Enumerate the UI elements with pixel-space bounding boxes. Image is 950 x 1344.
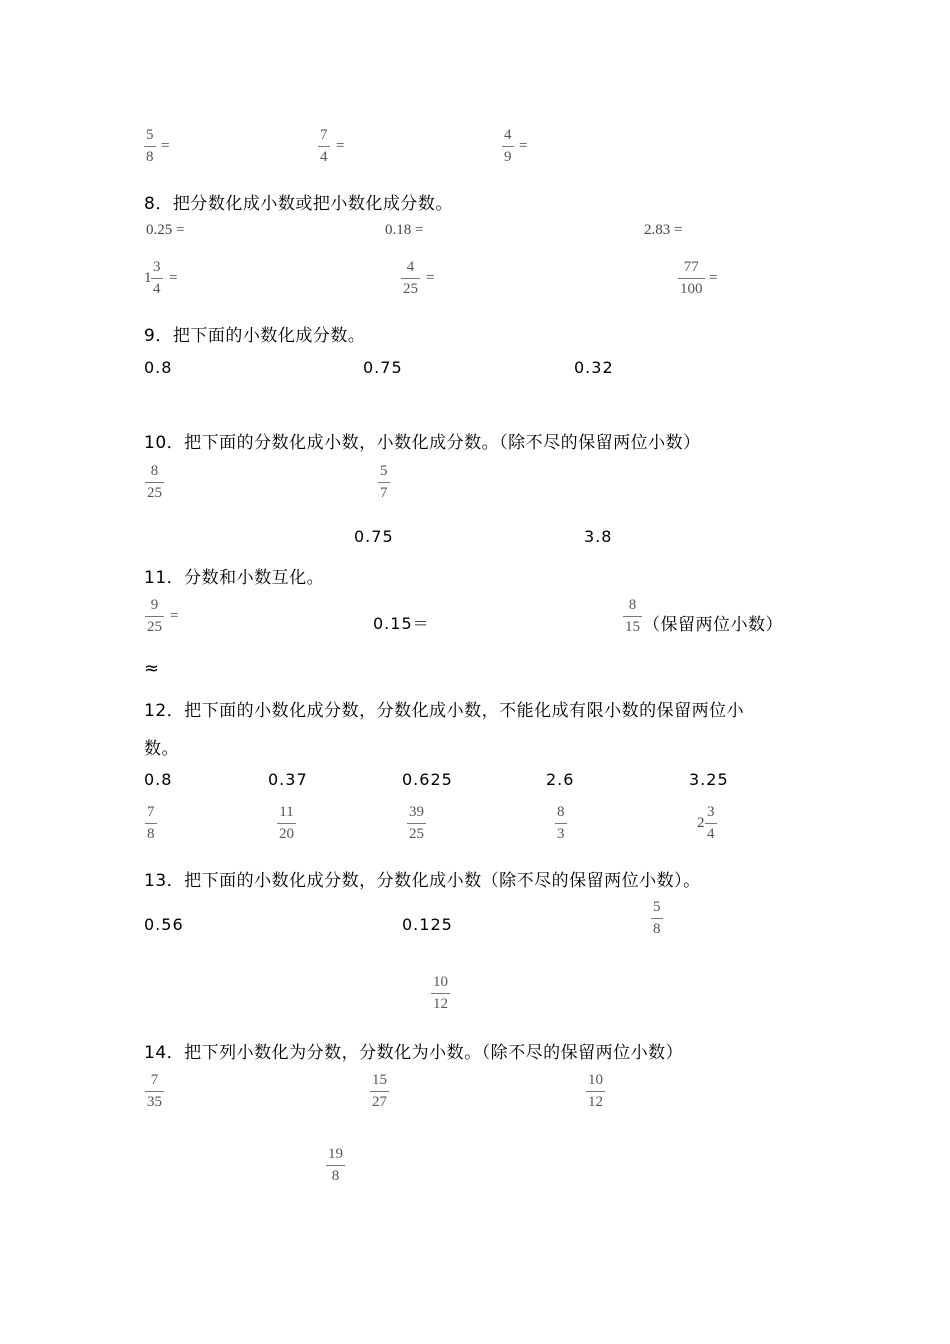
- decimal-value: 0.8: [144, 770, 173, 789]
- denominator: 12: [433, 996, 448, 1012]
- denominator: 25: [403, 281, 418, 297]
- decimal-value: 0.56: [144, 915, 184, 934]
- numerator: 8: [557, 804, 565, 820]
- fraction: [145, 805, 157, 842]
- decimal-value: 0.75: [363, 358, 403, 377]
- fraction: [623, 598, 642, 635]
- decimal-value: 0.125: [402, 915, 453, 934]
- fraction: [145, 1073, 164, 1110]
- numerator: 5: [653, 899, 661, 915]
- question-12-title-line1: 12．把下面的小数化成分数，分数化成小数，不能化成有限小数的保留两位小: [144, 701, 745, 721]
- fraction: [586, 1073, 605, 1110]
- numerator: 5: [380, 463, 388, 479]
- equals-sign: =: [161, 138, 170, 154]
- decimal-value: 3.8: [584, 527, 613, 546]
- numerator: 7: [150, 1072, 159, 1088]
- fraction: [502, 128, 514, 165]
- numerator: 3: [707, 804, 715, 820]
- equals-sign: =: [169, 270, 178, 286]
- fraction: [705, 805, 717, 842]
- equals-sign: =: [519, 138, 528, 154]
- numerator: 19: [328, 1146, 343, 1162]
- denominator: 35: [147, 1094, 162, 1110]
- question-13-title: 13．把下面的小数化成分数，分数化成小数（除不尽的保留两位小数）。: [144, 871, 701, 891]
- numerator: 77: [683, 259, 699, 275]
- denominator: 25: [409, 826, 424, 842]
- denominator: 8: [331, 1168, 340, 1184]
- denominator: 15: [625, 619, 640, 635]
- numerator: 10: [588, 1072, 603, 1088]
- fraction: [401, 260, 420, 297]
- fraction: [145, 464, 164, 501]
- fraction: [407, 805, 426, 842]
- denominator: 4: [320, 149, 328, 165]
- question-11-title: 11．分数和小数互化。: [144, 568, 325, 588]
- decimal-value: 2.83 =: [644, 222, 683, 238]
- decimal-value: 2.6: [546, 770, 575, 789]
- denominator: 8: [147, 826, 155, 842]
- question-10-title: 10．把下面的分数化成小数，小数化成分数。（除不尽的保留两位小数）: [144, 433, 701, 453]
- numerator: 5: [146, 127, 154, 143]
- numerator: 4: [504, 127, 512, 143]
- denominator: 20: [279, 826, 294, 842]
- fraction: [431, 975, 450, 1012]
- question-8-title: 8．把分数化成小数或把小数化成分数。: [144, 194, 453, 214]
- question-14-title: 14．把下列小数化为分数，分数化为小数。（除不尽的保留两位小数）: [144, 1043, 684, 1063]
- denominator: 100: [680, 281, 703, 297]
- numerator: 11: [279, 804, 294, 820]
- denominator: 7: [380, 485, 388, 501]
- denominator: 27: [372, 1094, 387, 1110]
- fraction: [651, 900, 663, 937]
- fraction: [555, 805, 567, 842]
- numerator: 8: [628, 597, 637, 613]
- fraction: [145, 598, 164, 635]
- numerator: 4: [406, 259, 415, 275]
- mixed-number-whole: 2: [697, 815, 705, 831]
- numerator: 3: [153, 259, 161, 275]
- question-9-title: 9．把下面的小数化成分数。: [144, 326, 366, 346]
- decimal-value: 0.8: [144, 358, 173, 377]
- equals-sign: =: [336, 138, 345, 154]
- fraction: [678, 260, 705, 297]
- equals-sign: =: [709, 270, 718, 286]
- decimal-value: 0.32: [574, 358, 614, 377]
- numerator: 10: [433, 974, 448, 990]
- fraction: [378, 464, 390, 501]
- mixed-number-whole: 1: [144, 270, 152, 286]
- fraction: [318, 128, 330, 165]
- note-text: （保留两位小数）: [643, 615, 783, 635]
- equals-sign: =: [170, 608, 179, 624]
- numerator: 7: [320, 127, 328, 143]
- fraction: [326, 1147, 345, 1184]
- fraction: [151, 260, 163, 297]
- denominator: 25: [147, 619, 162, 635]
- denominator: 4: [707, 826, 715, 842]
- fraction: [370, 1073, 389, 1110]
- denominator: 25: [147, 485, 162, 501]
- fraction: [144, 128, 156, 165]
- denominator: 12: [588, 1094, 603, 1110]
- denominator: 8: [653, 921, 661, 937]
- decimal-value: 0.18 =: [385, 222, 424, 238]
- decimal-value: 3.25: [689, 770, 729, 789]
- decimal-value: 0.15＝: [373, 614, 430, 633]
- question-12-title-line2: 数。: [144, 739, 179, 759]
- denominator: 3: [557, 826, 565, 842]
- numerator: 8: [150, 463, 159, 479]
- decimal-value: 0.75: [354, 527, 394, 546]
- equals-sign: =: [426, 270, 435, 286]
- decimal-value: 0.25 =: [146, 222, 185, 238]
- numerator: 15: [372, 1072, 387, 1088]
- fraction: [277, 805, 296, 842]
- numerator: 39: [409, 804, 424, 820]
- denominator: 4: [153, 281, 161, 297]
- denominator: 8: [146, 149, 154, 165]
- approx-sign: ≈: [144, 658, 160, 679]
- decimal-value: 0.625: [402, 770, 453, 789]
- decimal-value: 0.37: [268, 770, 308, 789]
- denominator: 9: [504, 149, 512, 165]
- numerator: 9: [150, 597, 159, 613]
- numerator: 7: [147, 804, 155, 820]
